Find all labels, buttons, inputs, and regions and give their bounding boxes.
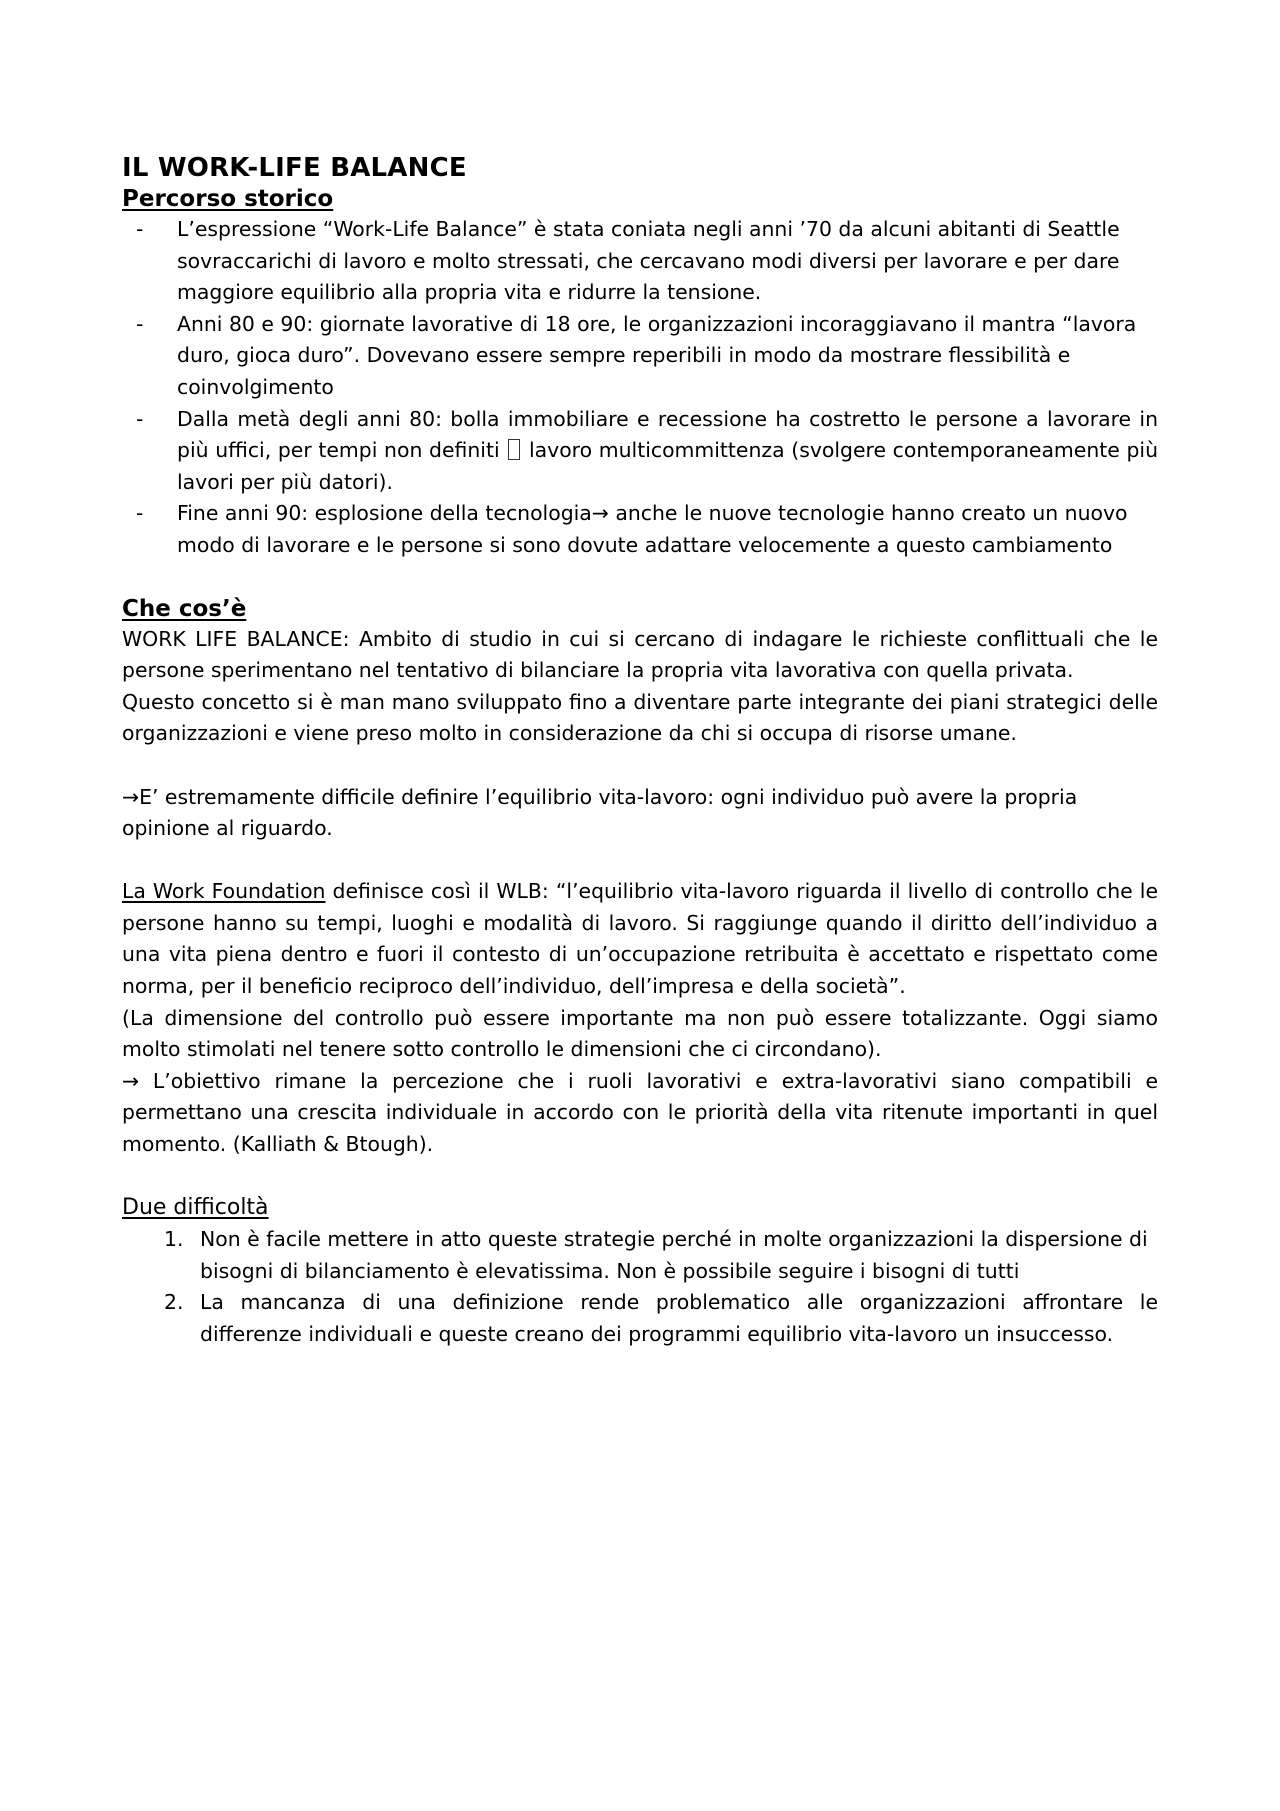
difficulties-numbered-list (122, 1224, 1158, 1350)
list-item-text: lavoro multicommittenza (svolgere contemporaneamente più lavori per più datori). (177, 438, 1159, 494)
document-title: IL WORK-LIFE BALANCE (122, 153, 467, 183)
list-item-text: Fine anni 90: esplosione della tecnologia→ anche le nuove tecnologie hanno creato un nuovo modo di lavorare e le persone si sono dovute adattare velocemente a questo cambiamento (177, 501, 1128, 557)
paragraph: WORK LIFE BALANCE: Ambito di studio in cui si cercano di indagare le richieste conflittuali che le persone sperimentano nel tentativo di bilanciare la propria vita lavorativa con quella privata. (122, 626, 1158, 683)
paragraph: →E’ estremamente difficile definire l’equilibrio vita-lavoro: ogni individuo può avere la propria opinione al riguardo. (122, 784, 1078, 841)
list-item-text: Anni 80 e 90: giornate lavorative di 18 ore, le organizzazioni incoraggiavano il mantra “lavora duro, gioca duro”. Dovevano essere sempre reperibili in modo da mostrare flessibilità e coinvolgimento (177, 311, 1137, 399)
heading-due-difficolta: Due difficoltà (122, 1195, 269, 1221)
work-foundation-link: La Work Foundation (122, 879, 326, 904)
list-item (122, 1287, 1158, 1350)
dash-bullet: - (136, 501, 144, 526)
dash-bullet: - (136, 406, 144, 431)
heading-che-cose: Che cos’è (122, 595, 247, 622)
list-item-text: Dalla metà degli anni 80: bolla immobiliare e recessione ha costretto le persone a lavorare in più uffici, per tempi non definiti (177, 406, 1158, 463)
work-foundation-text: definisce così il WLB: “l’equilibrio vita-lavoro riguarda il livello di controllo che le persone hanno su tempi, luoghi e modalità di lavoro. Si raggiunge quando il diritto dell’individuo a una vita piena dentro e fuori il contesto di un’occupazione retribuita è accettato e rispettato come norma, per il beneficio reciproco dell’individuo, dell’impresa e della società”. (122, 879, 1158, 999)
paragraph: Questo concetto si è man mano sviluppato fino a diventare parte integrante dei piani strategici delle organizzazioni e viene preso molto in considerazione da chi si occupa di risorse umane. (122, 689, 1158, 746)
list-item-text: Non è facile mettere in atto queste strategie perché in molte organizzazioni la dispersione di bisogni di bilanciamento è elevatissima. Non è possibile seguire i bisogni di tutti (200, 1227, 1148, 1283)
document-page (122, 152, 1158, 1351)
list-item (122, 1224, 1158, 1287)
list-number: 2. (164, 1290, 184, 1315)
missing-glyph-icon (508, 439, 520, 460)
list-item (122, 404, 1158, 499)
list-item (122, 498, 1158, 561)
list-item (122, 309, 1158, 404)
list-item-text: La mancanza di una definizione rende problematico alle organizzazioni affrontare le differenze individuali e queste creano dei programmi equilibrio vita-lavoro un insuccesso. (200, 1290, 1158, 1346)
work-foundation-paragraph (122, 876, 1158, 1002)
objective-paragraph: → L’obiettivo rimane la percezione che i ruoli lavorativi e extra-lavorativi siano compatibili e permettano una crescita individuale in accordo con le priorità della vita ritenute importanti in quel momento. (Kalliath & Btough). (122, 1068, 1158, 1157)
dash-bullet: - (136, 217, 144, 241)
note-paragraph: (La dimensione del controllo può essere importante ma non può essere totalizzante. Oggi siamo molto stimolati nel tenere sotto controllo le dimensioni che ci circondano). (122, 1005, 1158, 1062)
history-bullet-list (122, 214, 1158, 562)
heading-percorso-storico: Percorso storico (122, 186, 334, 212)
list-item (122, 214, 1158, 309)
list-item-text: L’espressione “Work-Life Balance” è stata coniata negli anni ’70 da alcuni abitanti di Seattle sovraccarichi di lavoro e molto stressati, che cercavano modi diversi per lavorare e per dare maggiore equilibrio alla propria vita e ridurre la tensione. (177, 217, 1120, 305)
dash-bullet: - (136, 311, 144, 336)
list-number: 1. (164, 1227, 184, 1252)
